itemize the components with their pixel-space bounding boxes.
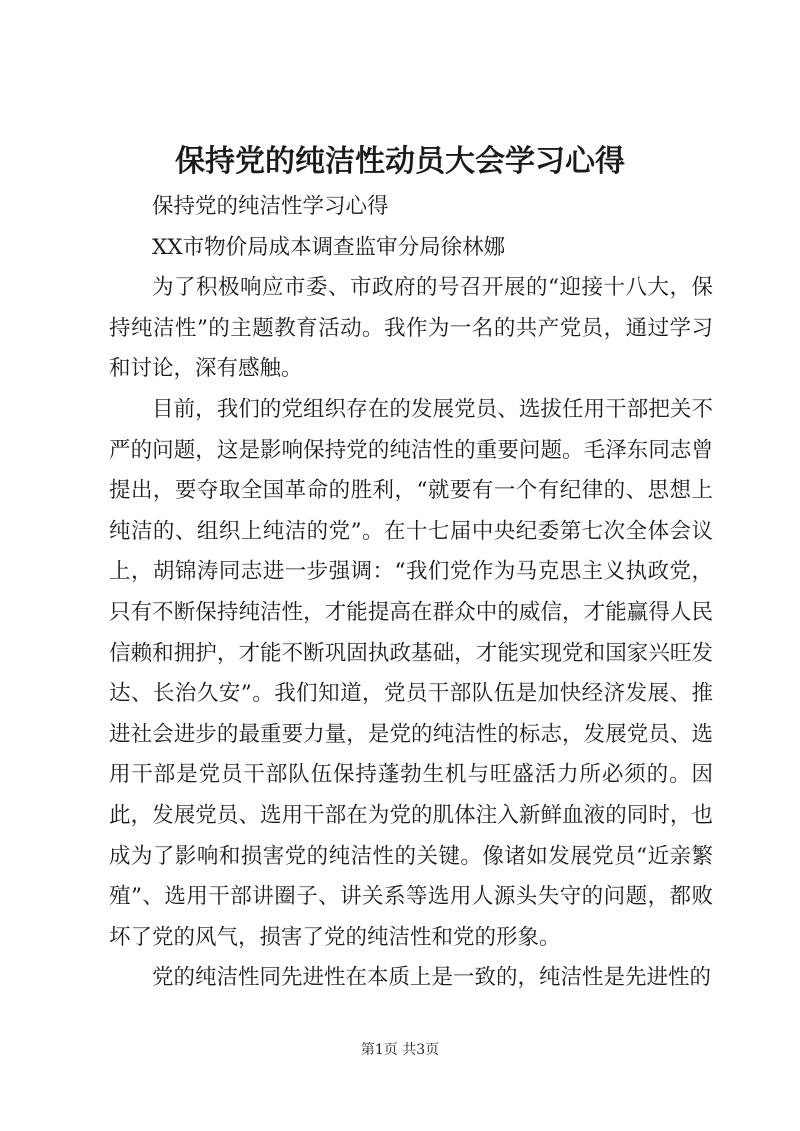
paragraph-2: 目前，我们的党组织存在的发展党员、选拔任用干部把关不严的问题，这是影响保持党的纯洁性的重要问题。毛泽东同志曾提出，要夺取全国革命的胜利，“就要有一个有纪律的、思想上纯洁的、组织上纯洁的党”。在十七届中央纪委第七次全体会议上，胡锦涛同志进一步强调：“我们党作为马克思主义执政党，只有不断保持纯洁性，才能提高在群众中的威信，才能赢得人民信赖和拥护，才能不断巩固执政基础，才能实现党和国家兴旺发达、长治久安”。我们知道，党员干部队伍是加快经济发展、推进社会进步的最重要力量，是党的纯洁性的标志，发展党员、选用干部是党员干部队伍保持蓬勃生机与旺盛活力所必须的。因此，发展党员、选用干部在为党的肌体注入新鲜血液的同时，也成为了影响和损害党的纯洁性的关键。像诸如发展党员“近亲繁殖”、选用干部讲圈子、讲关系等选用人源头失守的问题，都败坏了党的风气，损害了党的纯洁性和党的形象。: [109, 396, 713, 950]
page-footer: 第1页 共3页: [360, 1042, 440, 1058]
paragraph-3: 党的纯洁性同先进性在本质上是一致的，纯洁性是先进性的: [152, 965, 712, 991]
document-body: [109, 187, 713, 999]
document-subtitle: 保持党的纯洁性学习心得: [152, 194, 389, 219]
document-title: 保持党的纯洁性动员大会学习心得: [175, 144, 625, 179]
paragraph-1: 为了积极响应市委、市政府的号召开展的“迎接十八大，保持纯洁性”的主题教育活动。我作为一名的共产党员，通过学习和讨论，深有感触。: [109, 275, 713, 382]
author-line: XX市物价局成本调查监审分局徐林娜: [152, 234, 506, 260]
